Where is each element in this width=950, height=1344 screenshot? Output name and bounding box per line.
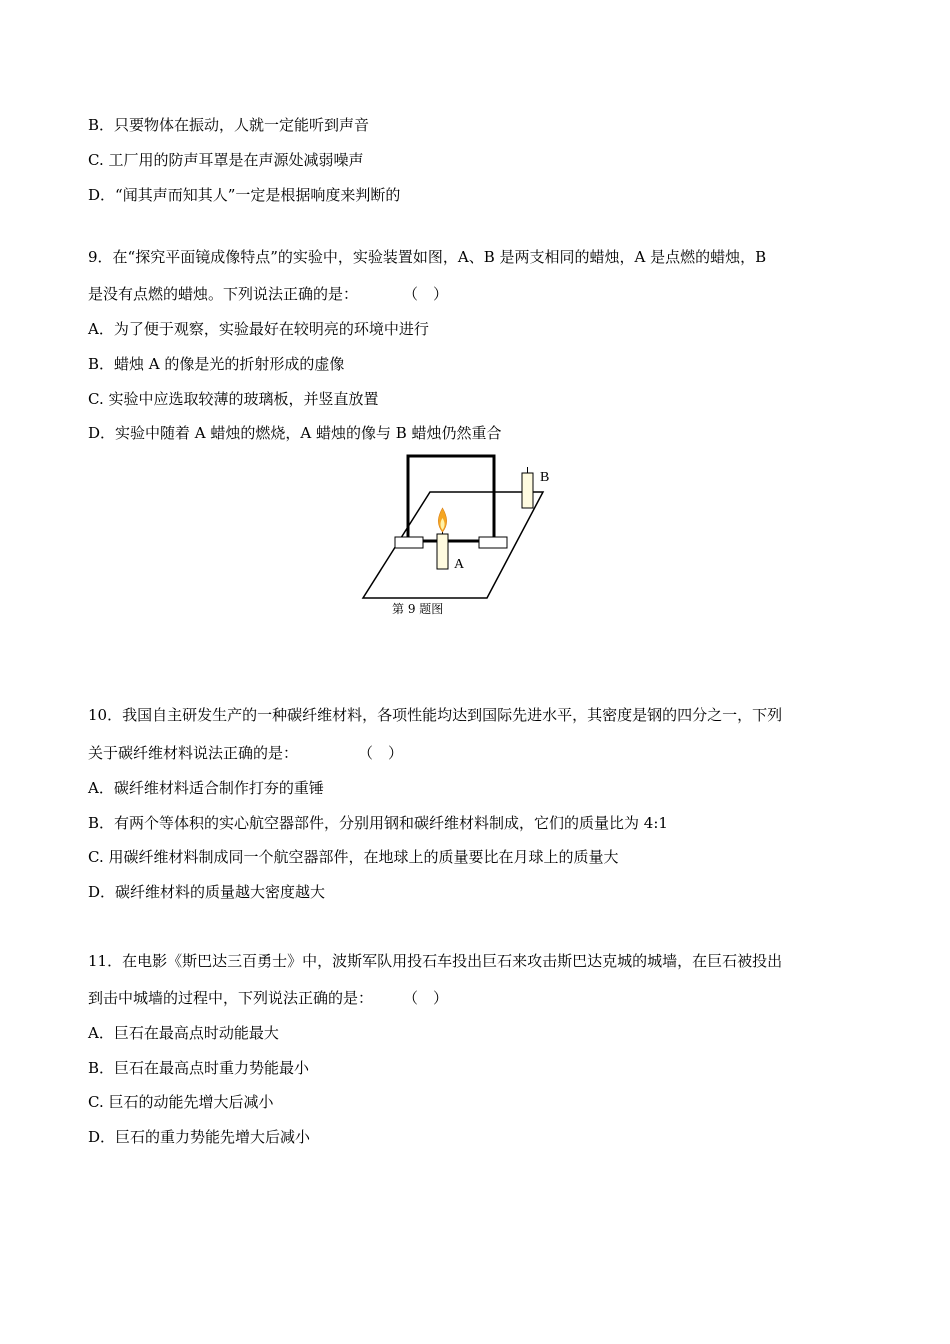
q10-stem-line1: 10．我国自主研发生产的一种碳纤维材料，各项性能均达到国际先进水平，其密度是钢的四分之一，下列 (88, 706, 783, 724)
figure-caption: 第 9 题图 (392, 602, 444, 616)
candle-b (522, 473, 533, 508)
q9-option-c: C. 实验中应选取较薄的玻璃板，并竖直放置 (88, 390, 379, 408)
q8-option-d: D．“闻其声而知其人”一定是根据响度来判断的 (88, 186, 401, 204)
q11-stem-line1: 11．在电影《斯巴达三百勇士》中，波斯军队用投石车投出巨石来攻击斯巴达克城的城墙，在巨石被投出 (88, 952, 783, 970)
q9-stem-line1: 9．在“探究平面镜成像特点”的实验中，实验装置如图，A、B 是两支相同的蜡烛，A 是点燃的蜡烛，B (88, 248, 767, 266)
mirror-experiment-diagram (355, 448, 565, 628)
q8-option-c: C. 工厂用的防声耳罩是在声源处减弱噪声 (88, 151, 364, 169)
q10-option-d: D．碳纤维材料的质量越大密度越大 (88, 883, 326, 901)
q10-stem-line2: 关于碳纤维材料说法正确的是： （ ） (88, 744, 404, 762)
q10-option-a: A．碳纤维材料适合制作打夯的重锤 (88, 779, 324, 797)
q8-option-b: B．只要物体在振动，人就一定能听到声音 (88, 116, 370, 134)
q11-option-d: D．巨石的重力势能先增大后减小 (88, 1128, 311, 1146)
q9-option-a: A．为了便于观察，实验最好在较明亮的环境中进行 (88, 320, 429, 338)
q9-figure (355, 448, 565, 628)
glass-plate (408, 456, 494, 541)
q10-option-c: C. 用碳纤维材料制成同一个航空器部件，在地球上的质量要比在月球上的质量大 (88, 848, 619, 866)
left-support (395, 537, 423, 548)
candle-a (437, 534, 448, 569)
base-plane (363, 492, 543, 598)
label-candle-b: B (540, 470, 550, 485)
q11-stem-line2: 到击中城墙的过程中，下列说法正确的是： （ ） (88, 989, 449, 1007)
q11-option-c: C. 巨石的动能先增大后减小 (88, 1093, 274, 1111)
right-support (479, 537, 507, 548)
label-candle-a: A (454, 557, 465, 572)
q11-option-a: A．巨石在最高点时动能最大 (88, 1024, 279, 1042)
q9-option-d: D．实验中随着 A 蜡烛的燃烧，A 蜡烛的像与 B 蜡烛仍然重合 (88, 424, 502, 442)
q11-option-b: B．巨石在最高点时重力势能最小 (88, 1059, 310, 1077)
q9-stem-line2: 是没有点燃的蜡烛。下列说法正确的是： （ ） (88, 285, 449, 303)
q9-option-b: B．蜡烛 A 的像是光的折射形成的虚像 (88, 355, 345, 373)
q10-option-b: B．有两个等体积的实心航空器部件，分别用钢和碳纤维材料制成，它们的质量比为 4:1 (88, 814, 668, 832)
